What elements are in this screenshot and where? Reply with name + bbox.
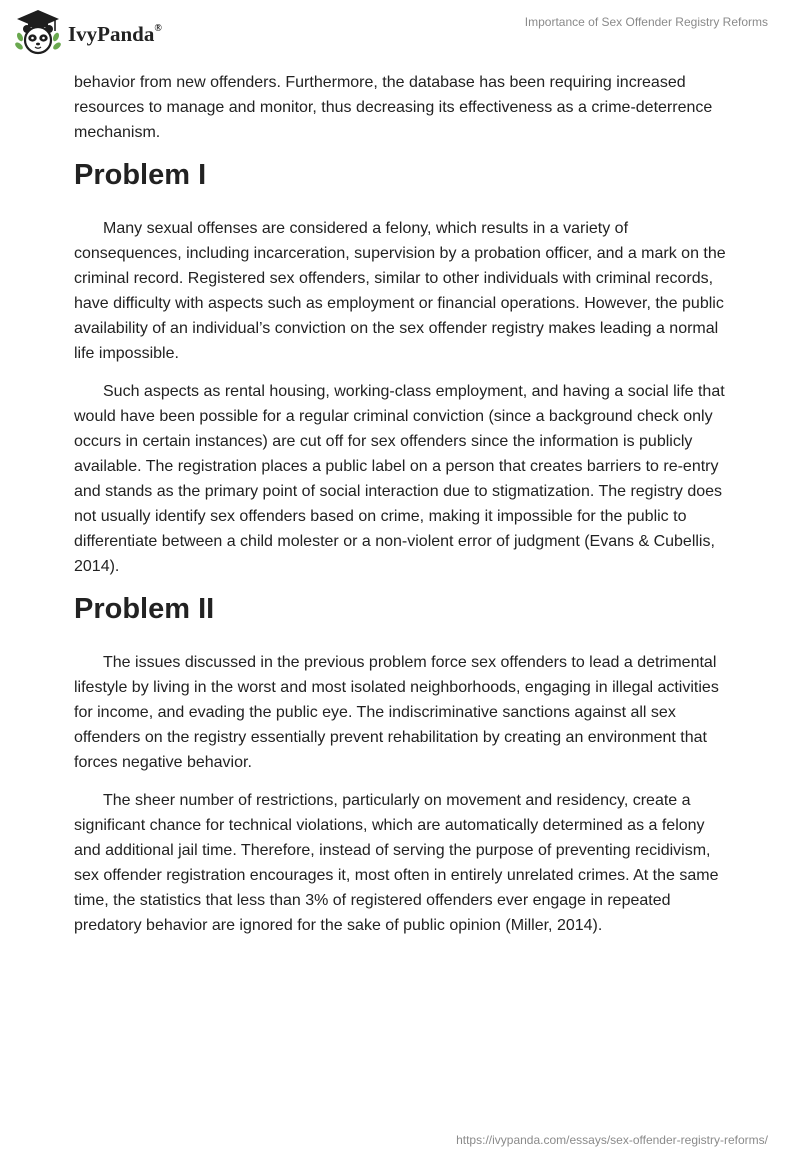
section-heading-problem-2: Problem II xyxy=(74,593,215,625)
brand-name: IvyPanda® xyxy=(68,21,162,46)
essay-content xyxy=(74,70,734,951)
source-url-link[interactable]: https://ivypanda.com/essays/sex-offender-registry-reforms/ xyxy=(456,1133,768,1147)
page-header xyxy=(0,0,800,70)
paragraph: The sheer number of restrictions, particularly on movement and residency, create a significant chance for technical violations, which are automatically determined as a felony and additional jail time. Therefore, instead of serving the purpose of preventing recidivism, sex offender registration encourages it, most often in entirely unrelated crimes. At the same time, the statistics that less than 3% of registered offenders ever engage in repeated predatory behavior are ignored for the sake of public opinion (Miller, 2014). xyxy=(74,792,719,934)
paragraph: Many sexual offenses are considered a felony, which results in a variety of consequences, including incarceration, supervision by a probation officer, and a mark on the criminal record. Registered sex offenders, similar to other individuals with criminal records, have difficulty with aspects such as employment or financial operations. However, the public availability of an individual’s conviction on the sex offender registry makes leading a normal life impossible. xyxy=(74,220,726,362)
paragraph: The issues discussed in the previous problem force sex offenders to lead a detrimental lifestyle by living in the worst and most isolated neighborhoods, engaging in illegal activities for income, and evading the public eye. The indiscriminative sanctions against all sex offenders on the registry essentially prevent rehabilitation by creating an environment that forces negative behavior. xyxy=(74,654,719,771)
brand-logo[interactable] xyxy=(14,9,162,57)
panda-graduate-icon xyxy=(14,9,62,57)
document-title: Importance of Sex Offender Registry Reforms xyxy=(524,15,768,29)
section-heading-problem-1: Problem I xyxy=(74,159,207,191)
intro-paragraph: behavior from new offenders. Furthermore, the database has been requiring increased resources to manage and monitor, thus decreasing its effectiveness as a crime-deterrence mechanism. xyxy=(74,74,713,141)
registered-mark: ® xyxy=(154,22,162,34)
paragraph: Such aspects as rental housing, working-class employment, and having a social life that would have been possible for a regular criminal conviction (since a background check only occurs in certain instances) are cut off for sex offenders since the information is publicly available. The registration places a public label on a person that creates barriers to re-entry and stands as the primary point of social interaction due to stigmatization. The registry does not usually identify sex offenders based on crime, making it impossible for the public to differentiate between a child molester or a non-violent error of judgment (Evans & Cubellis, 2014). xyxy=(74,383,725,575)
